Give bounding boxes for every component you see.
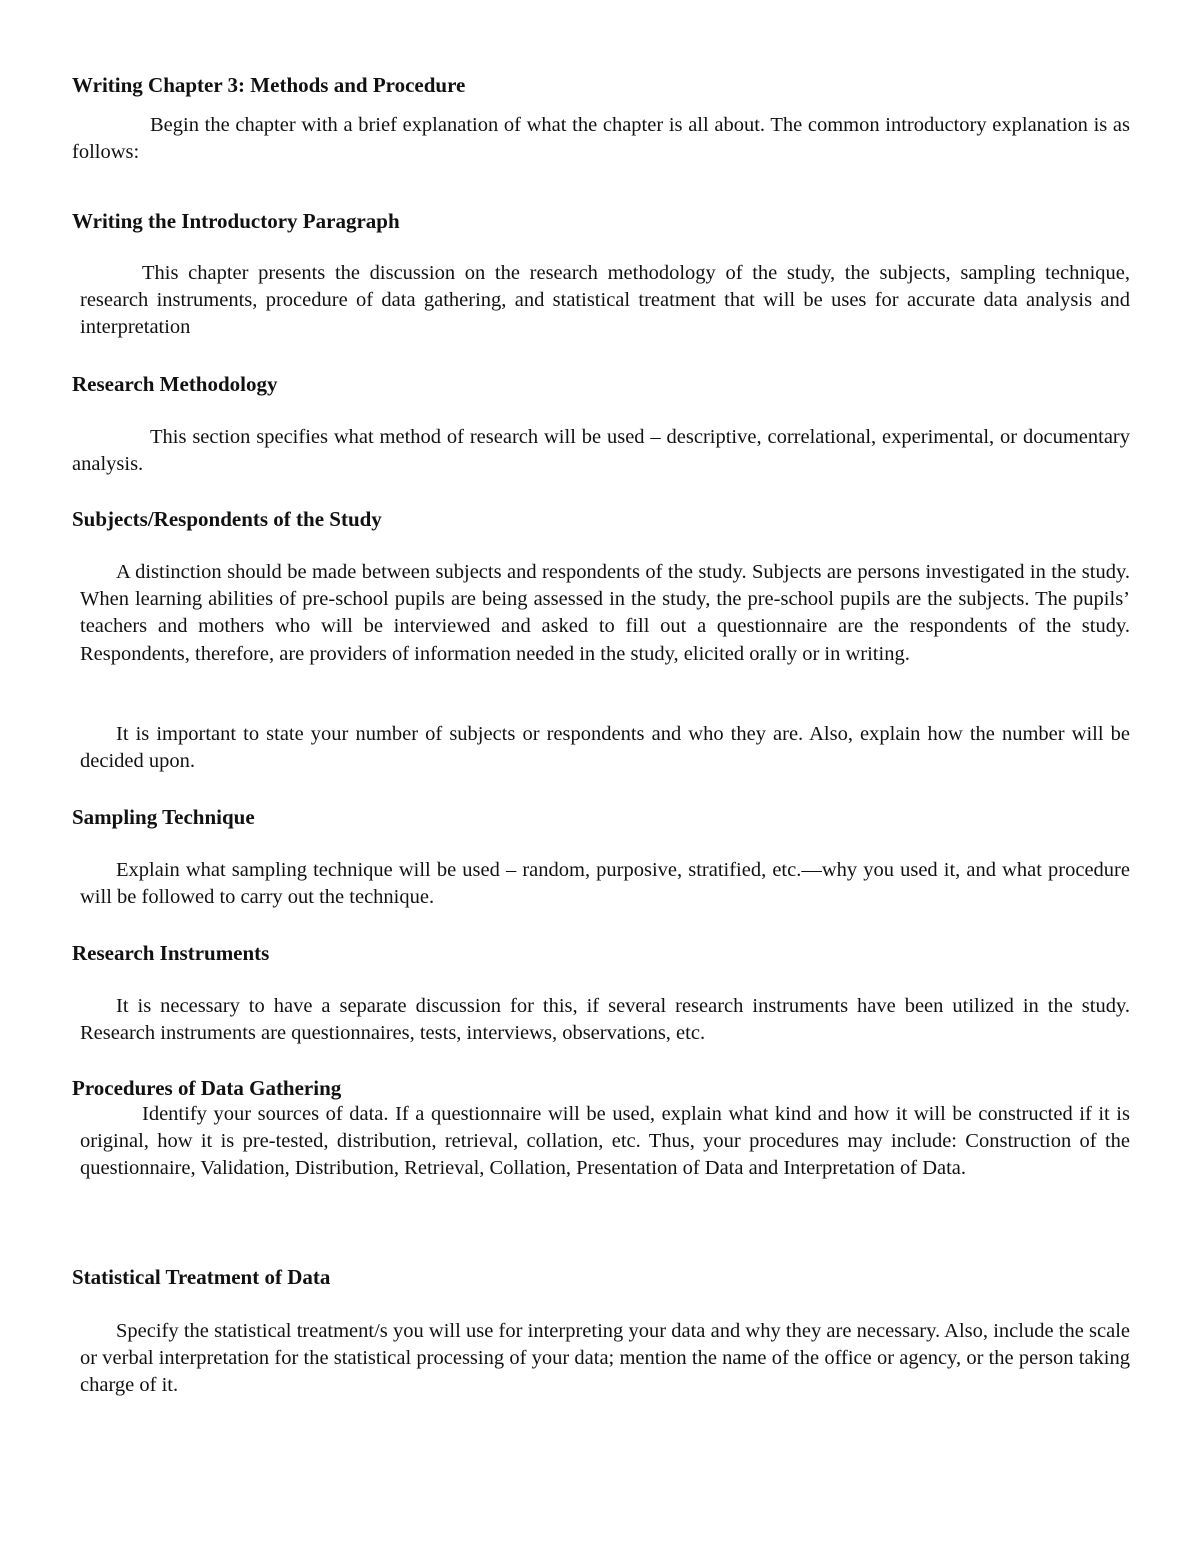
section-paragraph-statistical-treatment: Specify the statistical treatment/s you will use for interpreting your data and why they are necessary. Also, include the scale or verbal interpretation for the statistical processing of your data; mention the name of the office or agency, or the person taking charge of it. (80, 1320, 1130, 1397)
section-paragraph-procedures-data-gathering: Identify your sources of data. If a questionnaire will be used, explain what kind and how it will be constructed if it is original, how it is pre-tested, distribution, retrieval, collation, etc. Thus, your procedures may include: Construction of the questionnaire, Validation, Distribution, Retrieval, Collation, Presentation of Data and Interpretation of Data. (80, 1103, 1130, 1180)
intro-paragraph: Begin the chapter with a brief explanation of what the chapter is all about. The common introductory explanation is as follows: (72, 114, 1130, 164)
section-heading-procedures-data-gathering: Procedures of Data Gathering (72, 1076, 342, 1100)
section-heading-statistical-treatment: Statistical Treatment of Data (72, 1265, 331, 1289)
section-heading-subjects-respondents: Subjects/Respondents of the Study (72, 507, 382, 531)
section-heading-research-methodology: Research Methodology (72, 372, 278, 396)
section-paragraph-subjects-2: It is important to state your number of subjects or respondents and who they are. Also, explain how the number will be decided upon. (80, 723, 1130, 773)
section-paragraph-subjects-1: A distinction should be made between subjects and respondents of the study. Subjects are persons investigated in the study. When learning abilities of pre-school pupils are being assessed in the study, the pre-school pupils are the subjects. The pupils’ teachers and mothers who will be interviewed and asked to fill out a questionnaire are the respondents of the study. Respondents, therefore, are providers of information needed in the study, elicited orally or in writing. (80, 561, 1130, 665)
section-heading-research-instruments: Research Instruments (72, 941, 270, 965)
section-paragraph-introductory: This chapter presents the discussion on the research methodology of the study, the subjects, sampling technique, research instruments, procedure of data gathering, and statistical treatment that will be uses for accurate data analysis and interpretation (80, 262, 1130, 339)
section-heading-introductory-paragraph: Writing the Introductory Paragraph (72, 209, 400, 233)
section-heading-sampling-technique: Sampling Technique (72, 805, 255, 829)
section-paragraph-research-methodology: This section specifies what method of research will be used – descriptive, correlational, experimental, or documentary analysis. (72, 426, 1130, 476)
section-paragraph-research-instruments: It is necessary to have a separate discussion for this, if several research instruments have been utilized in the study. Research instruments are questionnaires, tests, interviews, observations, etc. (80, 995, 1130, 1045)
section-paragraph-sampling-technique: Explain what sampling technique will be used – random, purposive, stratified, etc.—why you used it, and what procedure will be followed to carry out the technique. (80, 859, 1130, 909)
document-title: Writing Chapter 3: Methods and Procedure (72, 73, 466, 97)
